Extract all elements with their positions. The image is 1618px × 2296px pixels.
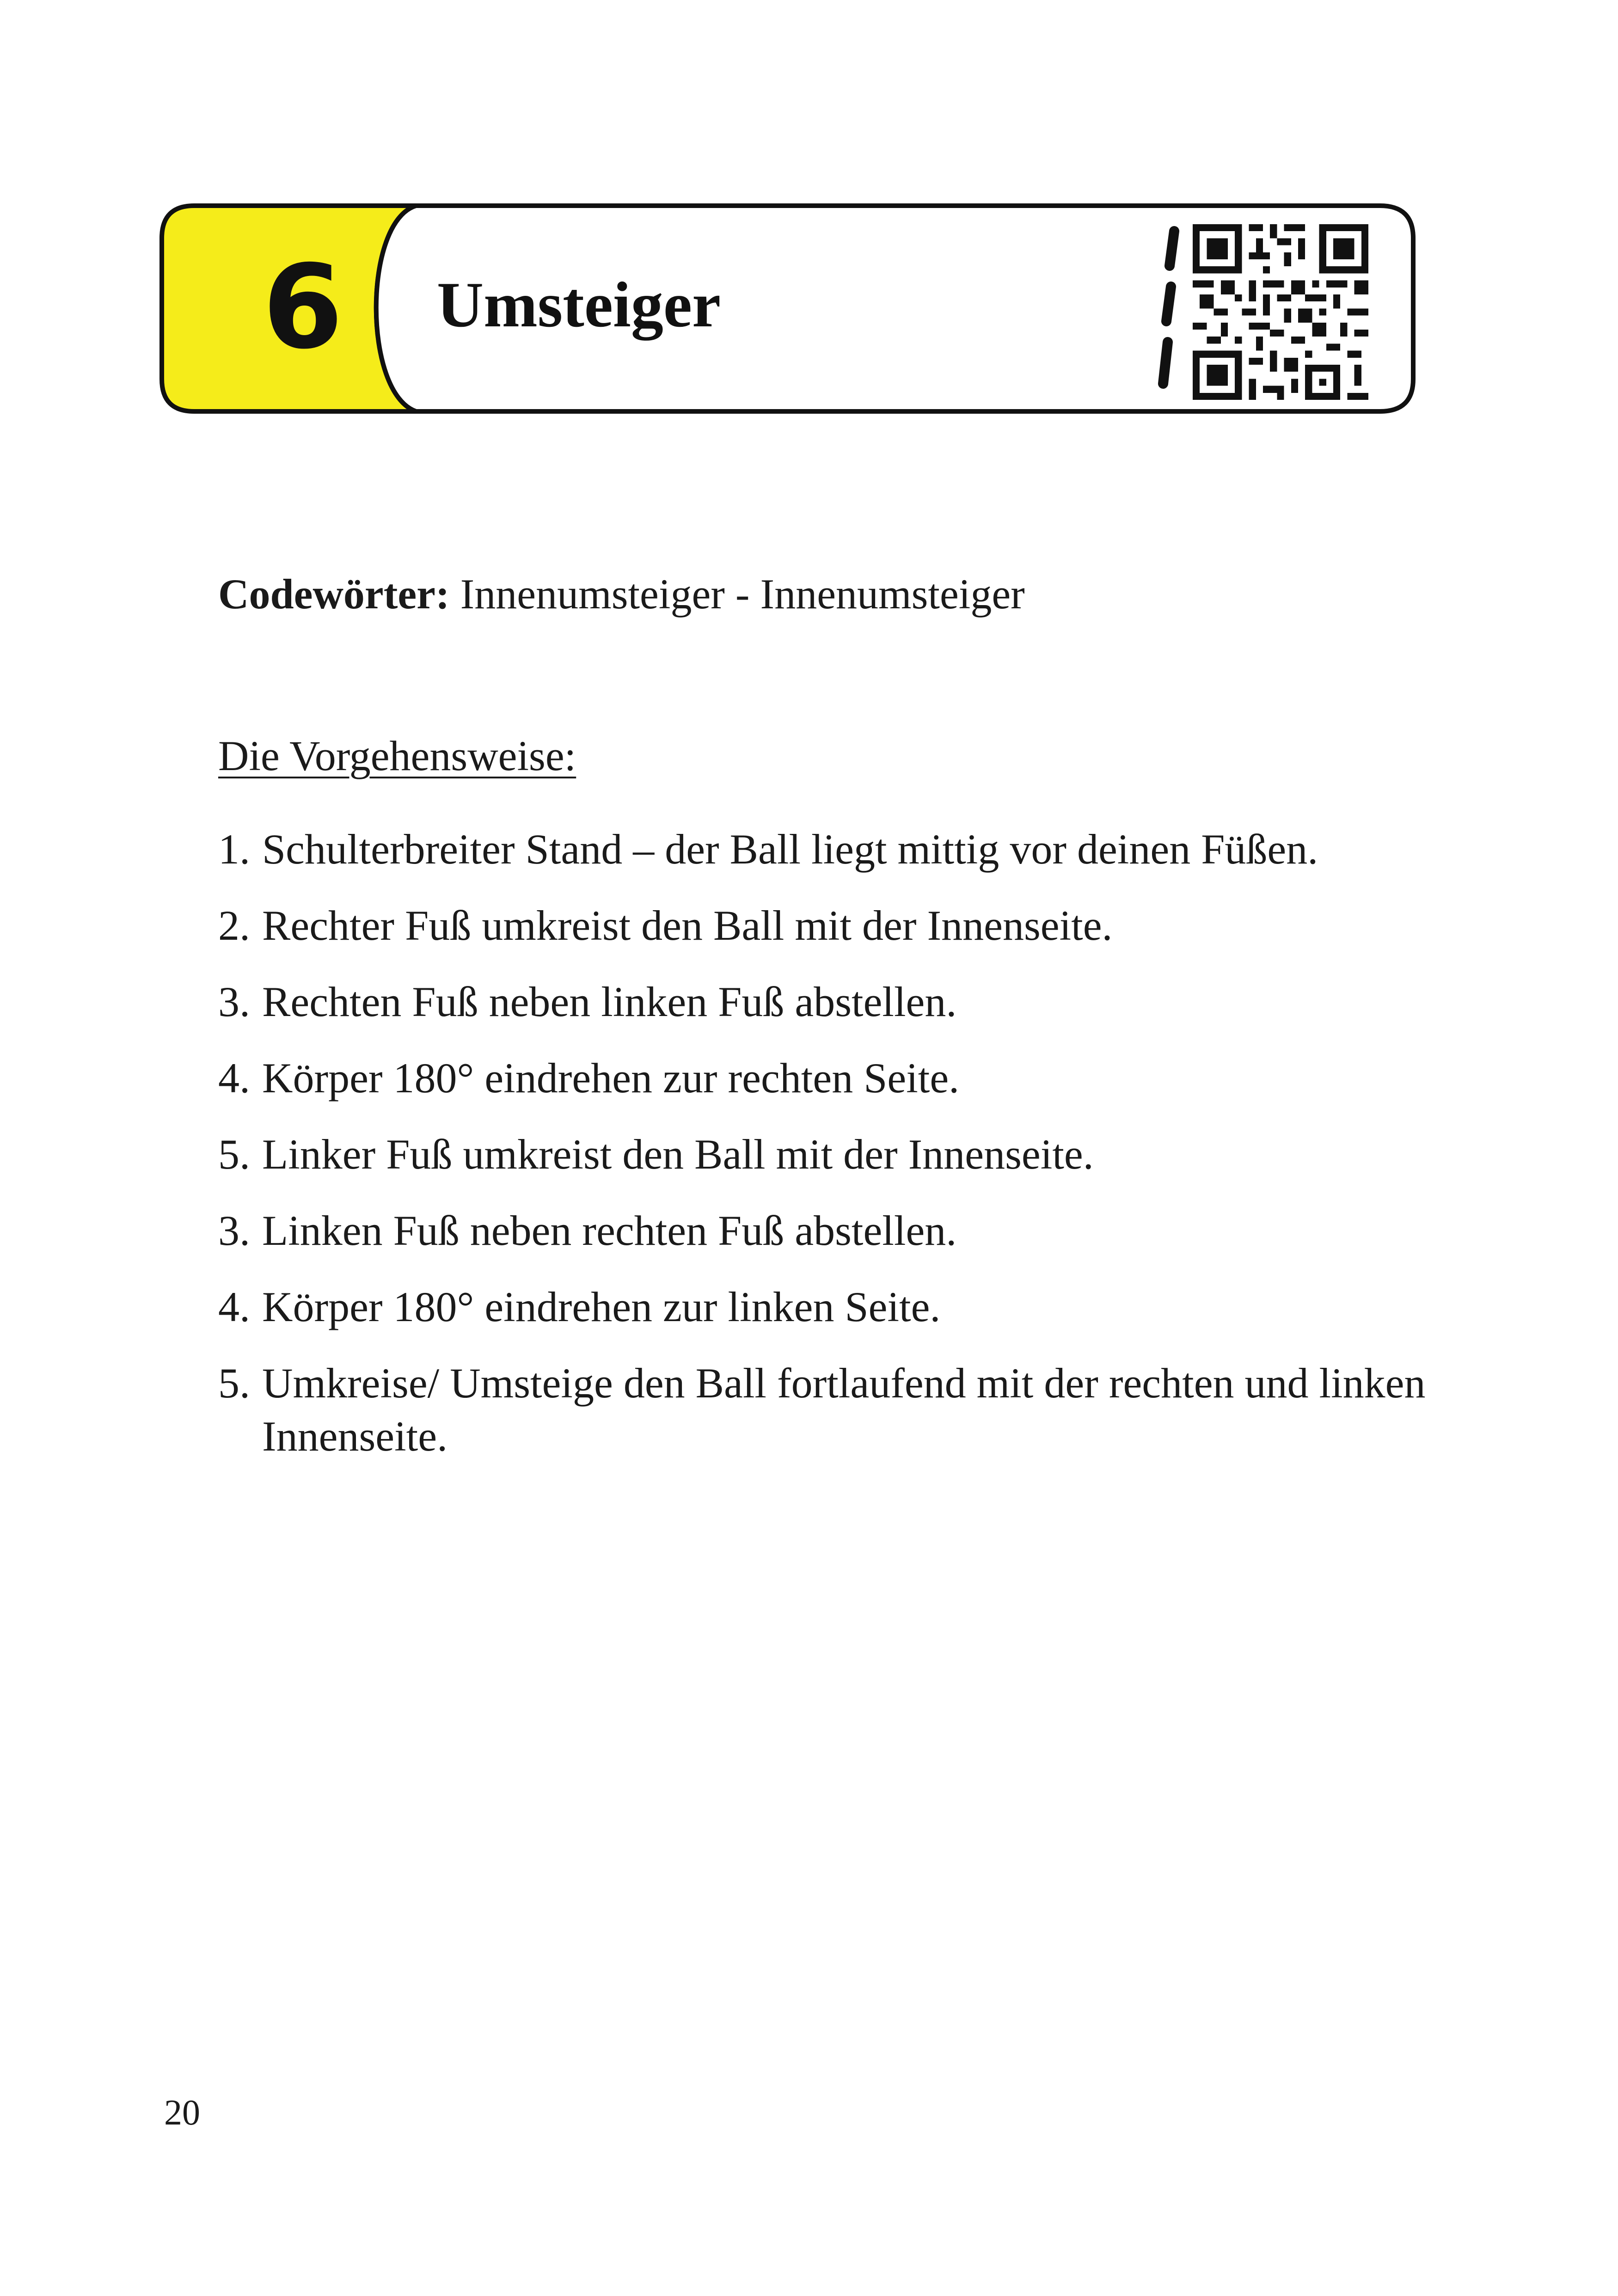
step-number: 4. [218,1054,250,1102]
step-item [218,823,1466,876]
step-number: 1. [218,826,250,873]
step-item [218,1357,1466,1463]
step-number: 5. [218,1131,250,1178]
step-item [218,1052,1466,1105]
step-number: 3. [218,1207,250,1254]
step-item [218,1204,1466,1257]
chapter-title: Umsteiger [437,269,721,341]
step-item [218,1128,1466,1181]
step-text: Umkreise/ Umsteige den Ball fortlaufend mit der rechten und linken Innenseite. [262,1359,1426,1460]
codewords-line [218,564,1025,624]
qr-code-icon[interactable] [1193,224,1368,400]
step-text: Schulterbreiter Stand – der Ball liegt mittig vor deinen Füßen. [262,826,1318,873]
step-text: Körper 180° eindrehen zur linken Seite. [262,1283,941,1330]
page-number: 20 [164,2092,200,2132]
step-text: Linker Fuß umkreist den Ball mit der Innenseite. [262,1131,1094,1178]
procedure-steps [218,823,1466,1486]
step-text: Körper 180° eindrehen zur rechten Seite. [262,1054,960,1102]
procedure-heading: Die Vorgehensweise: [218,732,576,779]
step-number: 2. [218,902,250,949]
chapter-number: 6 [263,240,343,374]
step-text: Linken Fuß neben rechten Fuß abstellen. [262,1207,957,1254]
codewords-label: Codewörter: [218,570,450,618]
step-text: Rechten Fuß neben linken Fuß abstellen. [262,978,957,1025]
step-number: 3. [218,978,250,1025]
step-text: Rechter Fuß umkreist den Ball mit der Innenseite. [262,902,1113,949]
codewords-value: Innenumsteiger - Innenumsteiger [449,570,1025,618]
step-number: 5. [218,1359,250,1407]
step-number: 4. [218,1283,250,1330]
step-item [218,1280,1466,1334]
step-item [218,899,1466,952]
chapter-banner [159,203,1417,414]
step-item [218,975,1466,1029]
